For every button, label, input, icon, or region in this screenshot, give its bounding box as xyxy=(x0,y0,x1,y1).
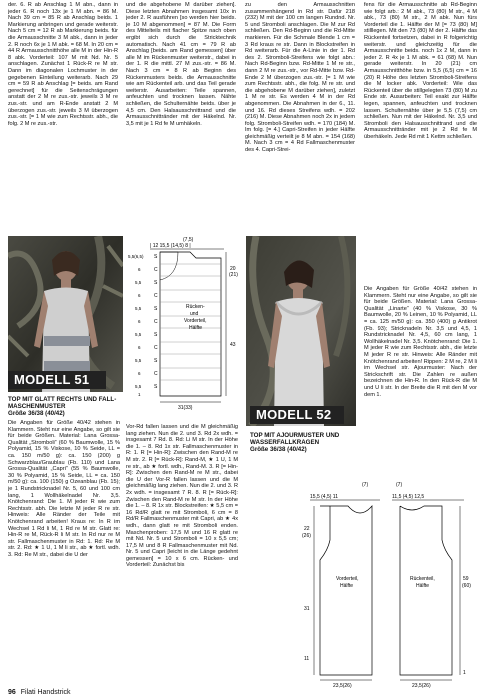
svg-text:C: C xyxy=(154,267,158,273)
label-half: Hälfte xyxy=(189,325,203,331)
text-column-2 xyxy=(126,2,236,230)
dim-right-mid: 43 xyxy=(230,342,236,348)
svg-text:C: C xyxy=(154,293,158,299)
title-line-1: TOP MIT GLATT RECHTS UND FALL- xyxy=(8,396,117,403)
column-text: zu den Armausschnitten zusammenhängend in Rd str. Dafür 218 (232) M mit der 100 cm langen Rundnd. Nr. 5 und Stromboli anschlagen. Die M zur Rd schließen. Den Rd-Beginn und die Rd-Mitte markieren. Für die Schmale Blende 1 cm = 3 Rd kraus re str. Dann in Blockstreifen in Rd weiterarb. Für die A-Linie in der 1. Rd des 2. Stromboli-Streifens wie folgt abn.: Nach Rd-Beginn bzw. Rd-Mitte 1 M re str., dann 2 M re zus.-str., vor Rd-Mitte bzw. Rd-Ende 2 M überzogen zus.-str. [= 1 M wie zum Rechtsstr. abh., die folg. M re str. und die abgehobene M darüber ziehen], zuletzt 1 M re str. Es werden 4 M in der Rd abgenommen. Die Abnahmen in der 6., 11. und 16. Rd dieses Streifens wdh. = 202 (216) M. Diese Abnahmen noch 2x in jedem folg. Stromboli-Streifen wdh. = 170 (184) M. Im folg. [= 4.] Capri-Streifen in jeder Hälfte gleichmäßig verteilt je 8 M abn. = 154 (168) M. Nach 3 cm = 4 Rd Fallmaschenmuster des 4. Capri-Strei- xyxy=(245,2,355,154)
text-column-1 xyxy=(8,2,118,230)
svg-text:5,5(6,5): 5,5(6,5) xyxy=(128,254,144,259)
svg-text:5,5: 5,5 xyxy=(135,358,142,363)
svg-text:15,5 (4,5) 11: 15,5 (4,5) 11 xyxy=(310,494,338,500)
back-half-diagram xyxy=(392,482,471,689)
svg-text:11: 11 xyxy=(304,656,310,662)
svg-text:Hälfte: Hälfte xyxy=(340,583,354,589)
svg-text:22: 22 xyxy=(304,526,310,532)
dim-top-2: | 12 15,5 (14,5) 8 | xyxy=(150,243,191,249)
model-52-title xyxy=(250,432,368,454)
svg-text:5,5: 5,5 xyxy=(135,306,142,311)
svg-text:6: 6 xyxy=(138,319,141,324)
svg-text:(60): (60) xyxy=(462,583,471,589)
model-52-photo xyxy=(246,236,356,426)
svg-text:C: C xyxy=(154,371,158,377)
svg-text:6: 6 xyxy=(138,345,141,350)
svg-text:C: C xyxy=(154,319,158,325)
svg-text:31: 31 xyxy=(304,606,310,612)
svg-text:5,5: 5,5 xyxy=(135,384,142,389)
text-column-5 xyxy=(126,424,238,688)
text-column-6 xyxy=(364,286,477,446)
svg-text:(7): (7) xyxy=(362,482,369,488)
svg-text:(26): (26) xyxy=(302,533,311,539)
svg-text:S: S xyxy=(154,384,158,390)
title-size: Größe 36/38 (40/42) xyxy=(8,410,65,418)
model-51-label: MODELL 51 xyxy=(14,372,90,387)
svg-text:23,5(26): 23,5(26) xyxy=(333,683,352,689)
svg-text:S: S xyxy=(154,358,158,364)
svg-text:Vorderteil,: Vorderteil, xyxy=(336,576,359,582)
magazine-brand: Filati Handstrick xyxy=(20,689,71,696)
svg-text:Hälfte: Hälfte xyxy=(416,583,430,589)
model-51-title xyxy=(8,396,126,418)
svg-text:6: 6 xyxy=(138,267,141,272)
svg-text:C: C xyxy=(154,345,158,351)
svg-text:5,5: 5,5 xyxy=(135,332,142,337)
svg-text:1: 1 xyxy=(138,392,141,397)
svg-text:S: S xyxy=(154,254,158,260)
label-front: Vorderteil, xyxy=(184,318,207,324)
label-back: Rücken- xyxy=(186,304,205,310)
svg-text:S: S xyxy=(154,280,158,286)
dim-top: (7,5) xyxy=(183,237,194,243)
svg-text:23,5(26): 23,5(26) xyxy=(412,683,431,689)
model-52-label: MODELL 52 xyxy=(256,407,332,422)
svg-text:S: S xyxy=(154,306,158,312)
svg-text:5,5: 5,5 xyxy=(135,280,142,285)
title-line-1: TOP MIT AJOURMUSTER UND xyxy=(250,432,340,439)
svg-text:1: 1 xyxy=(463,670,466,676)
svg-text:11,5 (4,5) 12,5: 11,5 (4,5) 12,5 xyxy=(392,494,425,500)
model-51-photo xyxy=(8,236,123,392)
page-number: 96 xyxy=(8,689,16,696)
column-text: Vor-Rd fallen lassen und die M gleichmäßig lang ziehen. Nun die 2. und 3. Rd 2x wdh. = insgesamt 7 Rd. 8. Rd: Li M str. In der Höhe die 1. – 8. Rd 1x str. Fallmaschenmuster in R: 1. R [= Hin-R]: Zwischen den Rand-M re M str. 2. R [= Rück-R]: Rand-M, ★ 1 U, 1 M re str., ab ★ fortl. wdh., Rand-M. 3. R [= Hin-R]: Zwischen den Rand-M re M str., dabei die U der Vor-R fallen lassen und die M gleichmäßig lang ziehen. Nun die 2. und 3. R 2x wdh. = insgesamt 7 R. 8. R [= Rück-R]: Zwischen den Rand-M re M str. In der Höhe die 1. – 8. R 1x str. Blockstreifen: ★ 5,5 cm = 16 Rd/R glatt re mit Stromboli, 6 cm = 8 Rd/R Fallmaschenmuster mit Capri, ab ★ 4x wdh., dann glatt re mit Stromboli enden. Maschenproben: 17,5 M und 16 R glatt re mit Nd. Nr. 5 und Stromboli = 10 x 5,5 cm; 17,5 M und 8 R Fallmaschenmuster mit Nd. Nr. 5 und Capri [leicht in die Länge gedehnt gemessen] = 10 x 6 cm. Rücken- und Vorderteil: Zunächst bis xyxy=(126,424,238,569)
label-und: und xyxy=(190,311,199,317)
column-text: Die Angaben für Größe 40/42 stehen in Klammern. Steht nur eine Angabe, so gilt sie für beide Größen. Material: Lana Grossa-Qualität „Linarte“ (40 % Viskose, 30 % Baumwolle, 20 % Leinen, 10 % Polyamid, LL = ca. 125 m/50 g): ca. 350 (400) g Antikrot (Fb. 93); Stricknadeln Nr. 3,5 und 4,5, 1 Rundstricknadel Nr. 4,5, 60 cm lang, 1 Wollhäkelnadel Nr. 3,5. Knötchenrand: Die 1. M jeder R wie zum Rechtsstr. abh., die letzte M jeder R re str. Hinweis: Alle Ränder mit Knötchenrand arbeiten! Rippen: 2 M re, 2 M li im Wechsel str. Ajourmuster: Nach der Strickschrift str. Die Zahlen re außen bezeichnen die Hin-R. In den Rück-R die M und U li str. In der Breite die R mit den M vor dem 1. xyxy=(364,286,477,398)
column-text: fens für die Armausschnitte ab Rd-Beginn wie folgt arb.: 2 M abk., 73 (80) M str., 4 M abk., 73 (80) M str., 2 M abk. Nun fürs Vorderteil die 1. Hälfte der M [= 73 (80) M] stilllegen. Mit den 73 (80) M der 2. Hälfte das Rückenteil fortsetzen, dabei in R folgerichtig weiterstr. und gleichzeitig für die Armausschnitte beids. noch 1x 2 M, dann in jeder 2. R 4x je 1 M abk. = 61 (68) M. Nun gerade weiterstr. In 20 (21) cm Armausschnitthöhe bzw. in 5,5 (6,5) cm = 16 (20) R Höhe des letzten Stromboli-Streifens die M locker abk. Vorderteil: Wie das Rückenteil über die stillgelegten 73 (80) M zu Ende str. Ausarbeiten: Teil exakt zur Hälfte legen, spannen, anfeuchten und trocknen lassen. Schulternähte über je 5,5 (7,5) cm schließen. Nun mit der Häkelnd. Nr. 3,5 und Stromboli den Halsausschnittrand und die Armausschnittränder mit je 2 Rd fe M überhäkeln. Jede Rd mit 1 Kettm schließen. xyxy=(364,2,477,140)
svg-text:S: S xyxy=(154,332,158,338)
svg-text:Rückenteil,: Rückenteil, xyxy=(410,576,435,582)
column-text: Die Angaben für Größe 40/42 stehen in Klammern. Steht nur eine Angabe, so gilt sie für beide Größen. Material: Lana Grossa-Qualität „Stromboli“ (60 % Baumwolle, 15 % Polyamid, 15 % Viskose, 10 % Seide, LL = ca. 150 m/50 g): ca. 150 (200) g Schwarzblau/Graublau (Fb. 110) und Lana Grossa-Qualität „Capri“ (55 % Baumwolle, 30 % Polyamid, 15 % Seide, LL = ca. 150 m/50 g): ca. 100 (150) g Ozeanblau (Fb. 15); je 1 Rundstricknadel Nr. 5, 60 und 100 cm lang, 1 Wollhäkelnadel Nr. 3,5. Knötchenrand: Die 1. M jeder R wie zum Rechtsstr. abh. Die letzte M jeder R re str. Hinweis: Alle Ränder der Teile mit Knötchenrand arbeiten! Kraus re: In R im Wechsel 1 Rd li M, 1 Rd re M str. Glatt re: Hin-R re M, Rück-R li M str. In Rd nur re M str. Fallmaschenmuster in Rd: 1. Rd: Re M str. 2. Rd: ★ 1 U, 1 M li str., ab ★ fortl. wdh. 3. Rd: Re M str., dabei die U der xyxy=(8,420,120,558)
svg-text:6: 6 xyxy=(138,371,141,376)
column-text: und die abgehobene M darüber ziehen]. Diese letzten Abnahmen insgesamt 10x in jeder 2. R ausführen [so werden hier beids. je 10 M abgenommen] = 87 M. Die Form des Mittelteils mit flacher Spitze nach oben ergibt sich durch die Stricktechnik automatisch. Nach 41 cm = 79 R ab Anschlag [beids. am Rand gemessen] über alle M im Rückenmuster weiterstr., dabei in der 1. R die mittl. 27 M zus.-str. = 86 M. Nach 3 cm = 8 R ab Beginn des Rückenmusters beids. die Armausschnitte wie am Rückenteil arb. und das Teil gerade weiterstr. Ausarbeiten: Teile spannen, anfeuchten und trocknen lassen. Nähte schließen, die Schulternähte beids. über je 4,5 cm. Den Halsausschnittrand und die Armausschnittränder mit der Häkelnd. Nr. 3,5 mit je 1 Rd fe M umhäkeln. xyxy=(126,2,236,127)
svg-text:(7): (7) xyxy=(396,482,403,488)
dim-bottom: 31(33) xyxy=(178,405,193,411)
dim-right-top-2: (21) xyxy=(229,272,238,278)
text-column-3 xyxy=(245,2,355,230)
title-size: Größe 36/38 (40/42) xyxy=(250,446,307,454)
title-line-2: WASSERFALLKRAGEN xyxy=(250,439,320,447)
model-51-badge xyxy=(8,371,106,389)
dim-right-top: 20 xyxy=(230,266,236,272)
title-line-2: MASCHENMUSTER xyxy=(8,403,66,411)
front-half-diagram xyxy=(302,482,380,689)
model-52-badge xyxy=(250,406,344,424)
column-text: der. 6. R ab Anschlag 1 M abn., dann in jeder 6. R noch 13x je 1 M abn. = 86 M. Nach 39 cm = 85 R ab Anschlag beids. 1 Markierung anbringen und gerade weiterstr. Nach 5 cm = 12 R ab Markierung beids. für die Armausschnitte 3 M abk., dann in jeder 2. R noch 6x je 1 M abk. = 68 M. In 20 cm = 44 R Armausschnitthöhe alle M in der Hin-R 8 abk. Vorderteil: 107 M mit Nd. Nr. 5 anschlagen. Zunächst 1 Rück-R re M str. Dann im diagonalen Lochmuster in der gegebenen Einteilung weiterarb. Nach 29 cm = 59 R ab Anschlag [= beids. am Rand gerechnet] für die Seitenschrägungen anstatt der 2 M re zus.-str. jeweils 3 M re zus.-str. und am R-Ende anstatt 2 M überzogen zus.-str. jeweils 3 M überzogen zus.-str. [= 1 M wie zum Rechtsstr. abh., die folg. 2 M re zus.-str. xyxy=(8,2,118,127)
svg-text:6: 6 xyxy=(138,293,141,298)
text-column-7 xyxy=(8,420,120,688)
svg-text:59: 59 xyxy=(463,576,469,582)
schematic-model-52 xyxy=(300,480,478,690)
page-footer xyxy=(8,689,71,696)
schematic-model-51 xyxy=(126,236,242,422)
text-column-4 xyxy=(364,2,477,230)
